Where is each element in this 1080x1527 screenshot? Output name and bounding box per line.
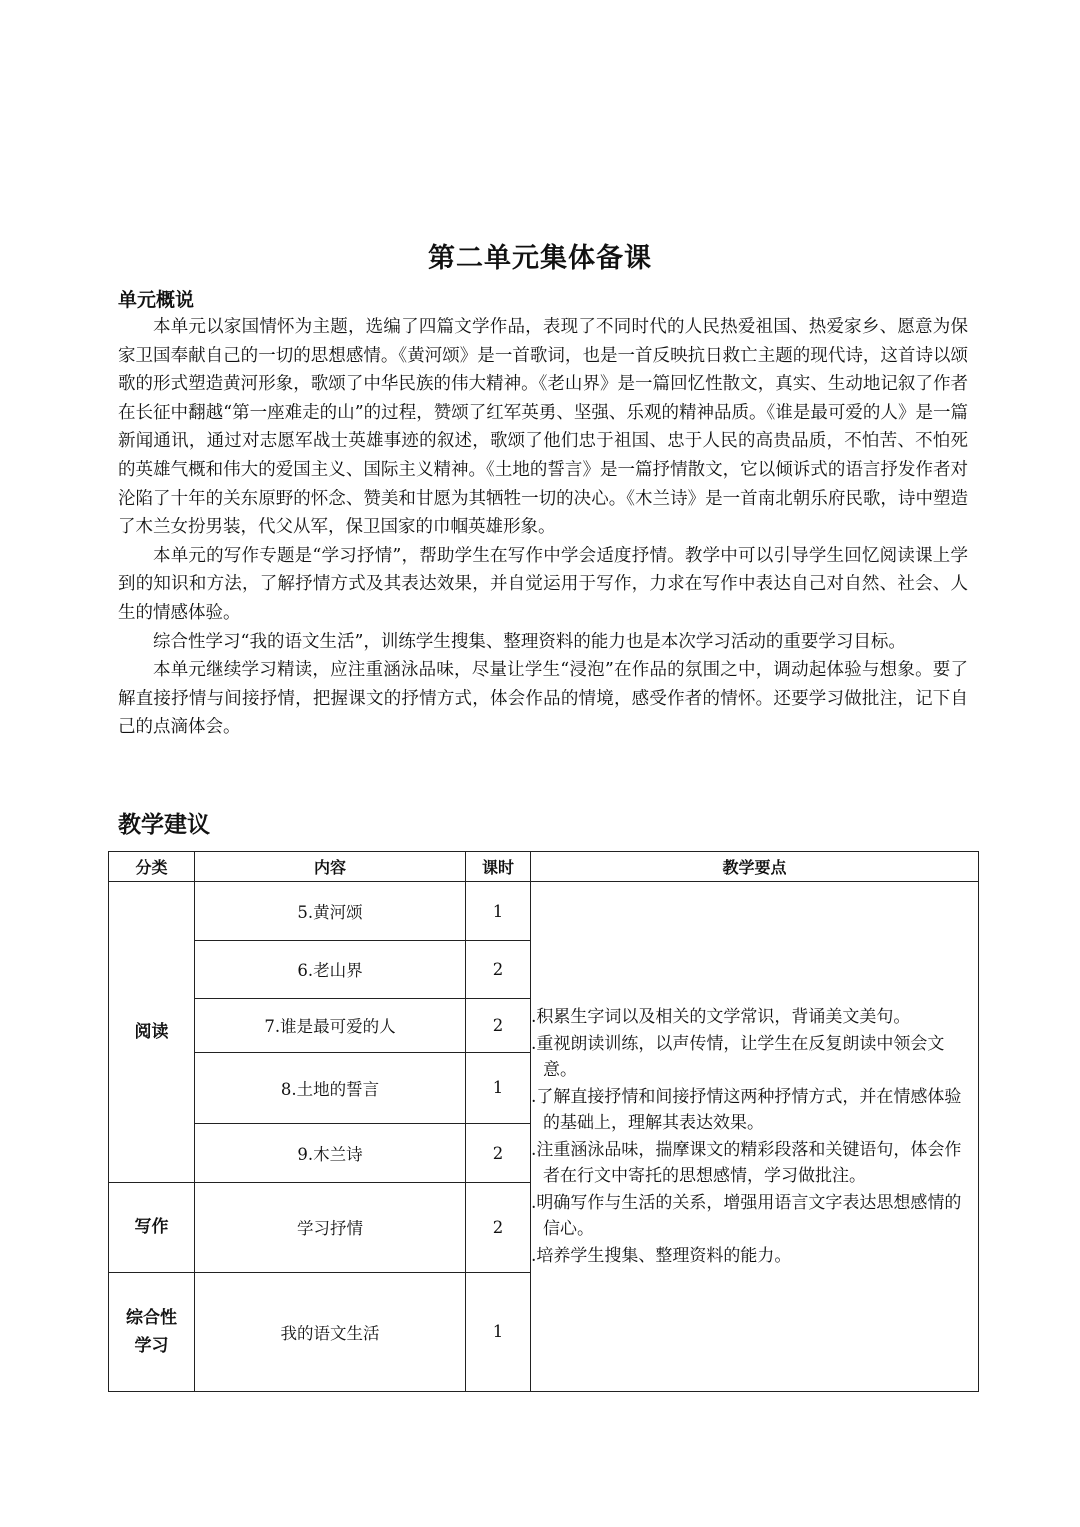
hours-cell: 2: [466, 998, 531, 1052]
key-point-item: .明确写作与生活的关系，增强用语言文字表达思想感情的信心。: [531, 1192, 962, 1240]
hours-cell: 1: [466, 882, 531, 941]
hours-cell: 2: [466, 941, 531, 998]
key-point-item: .培养学生搜集、整理资料的能力。: [531, 1245, 792, 1266]
overview-paragraph: 本单元的写作专题是“学习抒情”，帮助学生在写作中学会适度抒情。教学中可以引导学生回忆阅读课上学到的知识和方法，了解抒情方式及其表达效果，并自觉运用于写作，力求在写作中表达自己对自然、社会、人生的情感体验。: [118, 545, 968, 623]
content-cell: 6.老山界: [195, 941, 466, 998]
content-cell: 7.谁是最可爱的人: [195, 998, 466, 1052]
key-points-cell: [531, 882, 979, 1392]
hours-cell: 1: [466, 1272, 531, 1391]
hours-cell: 1: [466, 1052, 531, 1123]
hours-cell: 2: [466, 1123, 531, 1182]
table-row: [109, 882, 979, 941]
key-point-item: .注重涵泳品味，揣摩课文的精彩段落和关键语句，体会作者在行文中寄托的思想感情，学习做批注。: [531, 1139, 962, 1187]
overview-paragraph: 综合性学习“我的语文生活”，训练学生搜集、整理资料的能力也是本次学习活动的重要学习目标。: [153, 631, 906, 652]
overview-body: [118, 313, 968, 742]
category-integrated-line1: 综合性: [126, 1307, 177, 1328]
key-point-item: .了解直接抒情和间接抒情这两种抒情方式，并在情感体验的基础上，理解其表达效果。: [531, 1086, 962, 1134]
suggestions-heading: 教学建议: [118, 812, 210, 838]
key-point-item: .积累生字词以及相关的文学常识，背诵美文美句。: [531, 1007, 911, 1028]
hours-cell: 2: [466, 1183, 531, 1272]
header-hours: 课时: [466, 852, 531, 882]
content-cell: 9.木兰诗: [195, 1123, 466, 1182]
category-writing: 写作: [109, 1183, 195, 1272]
key-point-item: .重视朗读训练，以声传情，让学生在反复朗读中领会文意。: [531, 1033, 945, 1081]
category-reading: 阅读: [109, 882, 195, 1183]
overview-heading: 单元概说: [118, 289, 195, 311]
page-title: 第二单元集体备课: [428, 243, 652, 274]
table-header-row: [109, 852, 979, 882]
overview-paragraph: 本单元继续学习精读，应注重涵泳品味，尽量让学生“浸泡”在作品的氛围之中，调动起体验与想象。要了解直接抒情与间接抒情，把握课文的抒情方式，体会作品的情境，感受作者的情怀。还要学习做批注，记下自己的点滴体会。: [118, 660, 968, 738]
content-cell: 学习抒情: [195, 1183, 466, 1272]
category-integrated: [109, 1272, 195, 1391]
overview-paragraph: 本单元以家国情怀为主题，选编了四篇文学作品，表现了不同时代的人民热爱祖国、热爱家乡、愿意为保家卫国奉献自己的一切的思想感情。《黄河颂》是一首歌词，也是一首反映抗日救亡主题的现代诗，这首诗以颂歌的形式塑造黄河形象，歌颂了中华民族的伟大精神。《老山界》是一篇回忆性散文，真实、生动地记叙了作者在长征中翻越“第一座难走的山”的过程，赞颂了红军英勇、坚强、乐观的精神品质。《谁是最可爱的人》是一篇新闻通讯，通过对志愿军战士英雄事迹的叙述，歌颂了他们忠于祖国、忠于人民的高贵品质，不怕苦、不怕死的英雄气概和伟大的爱国主义、国际主义精神。《土地的誓言》是一篇抒情散文，它以倾诉式的语言抒发作者对沦陷了十年的关东原野的怀念、赞美和甘愿为其牺牲一切的决心。《木兰诗》是一首南北朝乐府民歌，诗中塑造了木兰女扮男装，代父从军，保卫国家的巾帼英雄形象。: [118, 317, 968, 538]
key-points-list: [531, 1004, 974, 1269]
content-cell: 5.黄河颂: [195, 882, 466, 941]
content-cell: 8.土地的誓言: [195, 1052, 466, 1123]
category-integrated-line2: 学习: [134, 1335, 169, 1356]
header-content: 内容: [195, 852, 466, 882]
teaching-plan-table: [108, 851, 979, 1392]
header-category: 分类: [109, 852, 195, 882]
content-cell: 我的语文生活: [195, 1272, 466, 1391]
header-key-points: 教学要点: [531, 852, 979, 882]
